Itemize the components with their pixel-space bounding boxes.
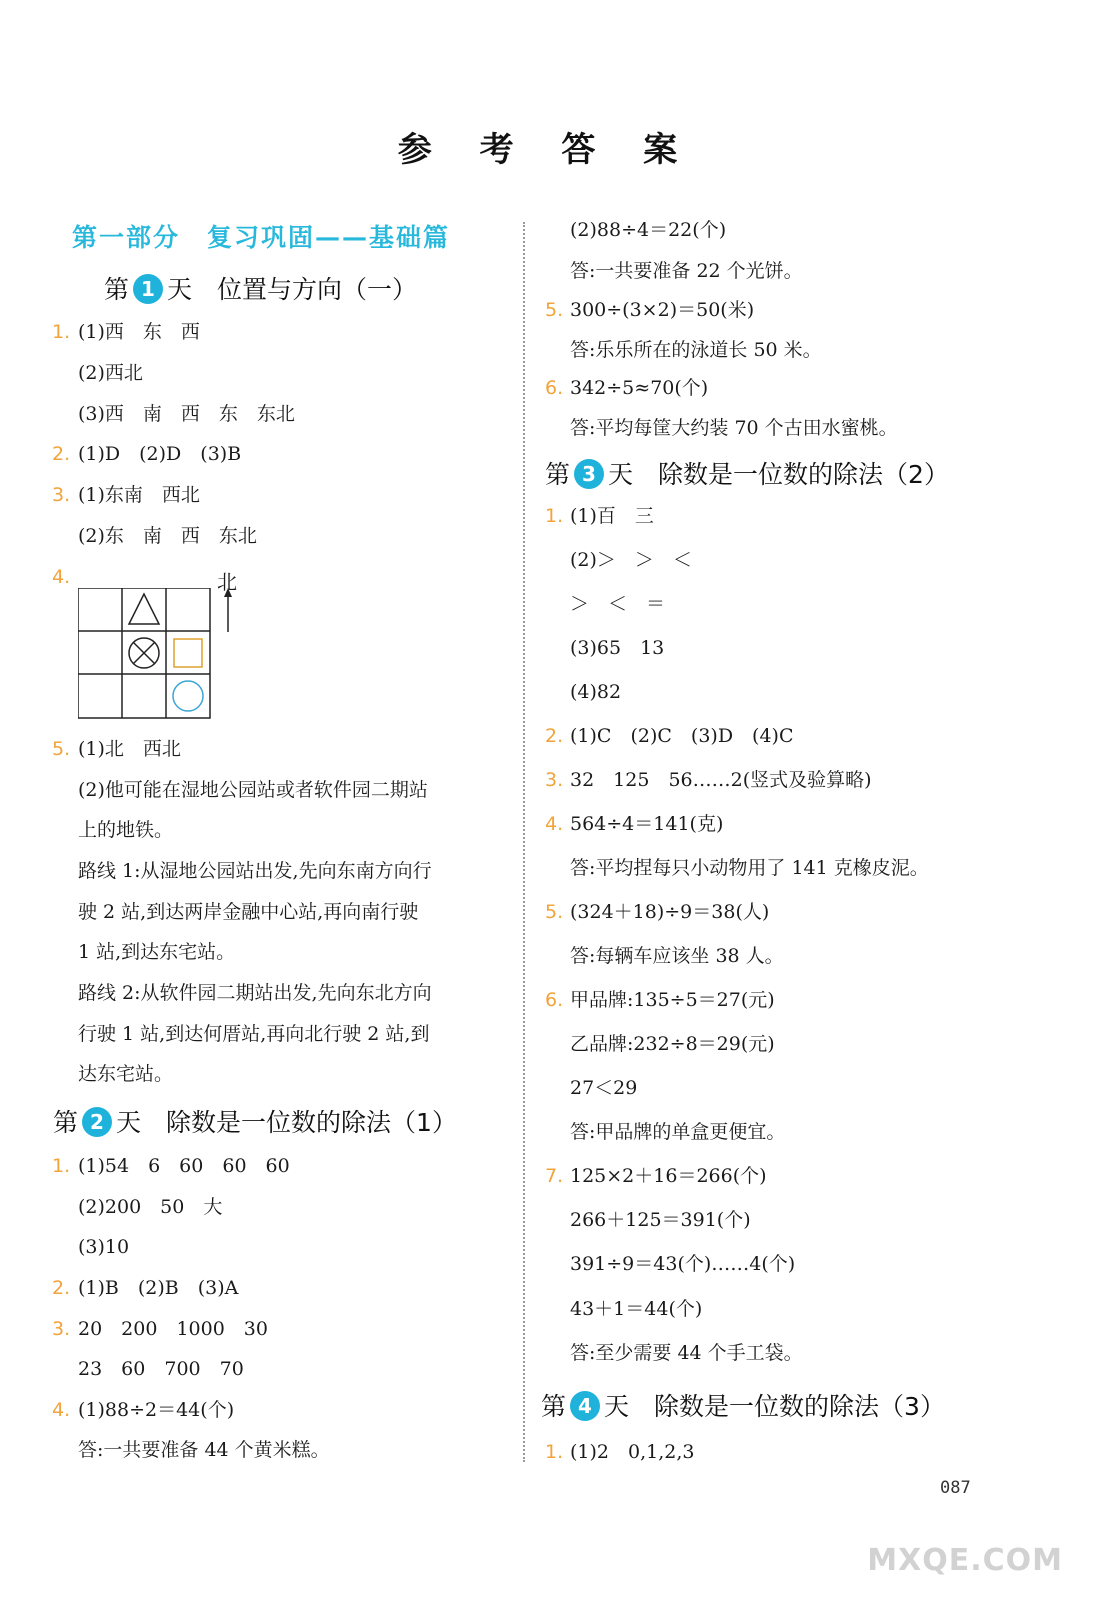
answer-text: ＞ ＜ ＝: [570, 593, 666, 615]
answer-text: (2)他可能在湿地公园站或者软件园二期站: [78, 779, 428, 801]
answer-line: [52, 1154, 290, 1178]
question-number: 3.: [52, 1318, 71, 1340]
answer-text: (324＋18)÷9＝38(人): [570, 901, 770, 923]
answer-text: 答:一共要准备 44 个黄米糕。: [78, 1439, 330, 1461]
triangle-icon: [129, 594, 159, 624]
column-divider: [523, 222, 525, 1462]
answer-text: 43＋1＝44(个): [570, 1298, 703, 1320]
circled-x-icon: [129, 638, 159, 668]
answer-text: 27＜29: [570, 1077, 638, 1099]
answer-text: 266＋125＝391(个): [570, 1209, 751, 1231]
watermark: MXQE.COM: [867, 1543, 1063, 1578]
question-number: 4.: [52, 566, 71, 588]
question-number: 3.: [545, 769, 564, 791]
answer-line: [52, 737, 181, 761]
answer-text: (1)B (2)B (3)A: [78, 1277, 239, 1299]
question-number: 2.: [545, 725, 564, 747]
answer-text: (1)东南 西北: [78, 484, 200, 506]
answer-text: (2)东 南 西 东北: [78, 525, 257, 547]
answer-text: 答:至少需要 44 个手工袋。: [570, 1342, 803, 1364]
question-number: 2.: [52, 1277, 71, 1299]
question-number: 4.: [545, 813, 564, 835]
answer-line: [545, 768, 872, 792]
north-label: 北: [217, 570, 237, 594]
answer-text: (1)88÷2＝44(个): [78, 1399, 235, 1421]
question-number: 6.: [545, 989, 564, 1011]
answer-text: (4)82: [570, 681, 622, 703]
answer-text: 342÷5≈70(个): [570, 377, 709, 399]
answer-line: [545, 504, 654, 528]
question-number: 6.: [545, 377, 564, 399]
day-1-badge: 1: [133, 274, 163, 304]
question-number: 7.: [545, 1165, 564, 1187]
direction-grid-diagram: [78, 588, 278, 723]
day-1-heading: 第 1 天 位置与方向（一）: [104, 275, 418, 304]
answer-line: [52, 320, 200, 344]
answer-line: [52, 1317, 268, 1341]
answer-line: [545, 988, 775, 1012]
answer-text: 行驶 1 站,到达何厝站,再向北行驶 2 站,到: [78, 1023, 430, 1045]
answer-line: [52, 1398, 235, 1422]
answer-line: [545, 298, 755, 322]
answer-text: 391÷9＝43(个)……4(个): [570, 1253, 796, 1275]
question-number: 5.: [52, 738, 71, 760]
answer-text: 564÷4＝141(克): [570, 813, 724, 835]
answer-text: (1)D (2)D (3)B: [78, 443, 242, 465]
answer-text: 甲品牌:135÷5＝27(元): [570, 989, 775, 1011]
day-3-heading: 第 3 天 除数是一位数的除法（2）: [545, 460, 949, 489]
answer-text: 答:甲品牌的单盒更便宜。: [570, 1121, 786, 1143]
day-2-badge: 2: [82, 1107, 112, 1137]
question-number: 2.: [52, 443, 71, 465]
question-number: 4.: [52, 1399, 71, 1421]
answer-text: 驶 2 站,到达两岸金融中心站,再向南行驶: [78, 901, 419, 923]
page-title: 参 考 答 案: [397, 130, 696, 170]
answer-text: 32 125 56……2(竖式及验算略): [570, 769, 872, 791]
answer-text: (1)2 0,1,2,3: [570, 1441, 695, 1463]
day-3-badge: 3: [574, 459, 604, 489]
answer-text: 答:一共要准备 22 个光饼。: [570, 260, 803, 282]
question-number: 5.: [545, 901, 564, 923]
answer-text: 125×2＋16＝266(个): [570, 1165, 767, 1187]
answer-text: 300÷(3×2)＝50(米): [570, 299, 755, 321]
circle-icon: [173, 681, 203, 711]
answer-text: (1)C (2)C (3)D (4)C: [570, 725, 794, 747]
answer-line: [545, 812, 724, 836]
answer-text: (1)54 6 60 60 60: [78, 1155, 290, 1177]
answer-text: (3)10: [78, 1236, 130, 1258]
question-number: 3.: [52, 484, 71, 506]
answer-text: 答:每辆车应该坐 38 人。: [570, 945, 784, 967]
page-number: 087: [940, 1478, 971, 1498]
answer-text: (1)北 西北: [78, 738, 181, 760]
answer-text: 答:平均捏每只小动物用了 141 克橡皮泥。: [570, 857, 929, 879]
question-number: 1.: [545, 1441, 564, 1463]
question-number: 5.: [545, 299, 564, 321]
answer-text: 答:乐乐所在的泳道长 50 米。: [570, 339, 822, 361]
question-number: 1.: [52, 321, 71, 343]
answer-text: (1)百 三: [570, 505, 654, 527]
answer-line: [52, 1276, 239, 1300]
answer-line: [52, 483, 200, 507]
answer-text: 1 站,到达东宅站。: [78, 941, 236, 963]
day-4-badge: 4: [570, 1391, 600, 1421]
part-heading: 第一部分 复习巩固——基础篇: [72, 223, 451, 252]
square-icon: [174, 639, 202, 667]
day-4-heading: 第 4 天 除数是一位数的除法（3）: [541, 1392, 945, 1421]
question-number: 1.: [52, 1155, 71, 1177]
answer-text: 答:平均每筐大约装 70 个古田水蜜桃。: [570, 417, 898, 439]
answer-text: (3)65 13: [570, 637, 665, 659]
answer-line: [545, 900, 770, 924]
answer-text: (1)西 东 西: [78, 321, 200, 343]
answer-line: [545, 376, 709, 400]
answer-text: 23 60 700 70: [78, 1358, 244, 1380]
answer-text: (3)西 南 西 东 东北: [78, 403, 295, 425]
answer-text: 达东宅站。: [78, 1063, 174, 1085]
answer-text: 上的地铁。: [78, 819, 174, 841]
answer-text: 乙品牌:232÷8＝29(元): [570, 1033, 775, 1055]
answer-text: (2)＞ ＞ ＜: [570, 549, 692, 571]
answer-text: 路线 2:从软件园二期站出发,先向东北方向: [78, 982, 432, 1004]
question-number: 1.: [545, 505, 564, 527]
answer-line: [545, 1440, 695, 1464]
answer-text: 20 200 1000 30: [78, 1318, 268, 1340]
answer-text: (2)88÷4＝22(个): [570, 219, 727, 241]
answer-text: 路线 1:从湿地公园站出发,先向东南方向行: [78, 860, 432, 882]
answer-text: (2)200 50 大: [78, 1196, 223, 1218]
answer-line: [545, 724, 794, 748]
answer-line: [52, 565, 70, 589]
day-2-heading: 第 2 天 除数是一位数的除法（1）: [53, 1108, 457, 1137]
answer-text: (2)西北: [78, 362, 143, 384]
answer-line: [545, 1164, 767, 1188]
answer-line: [52, 442, 242, 466]
